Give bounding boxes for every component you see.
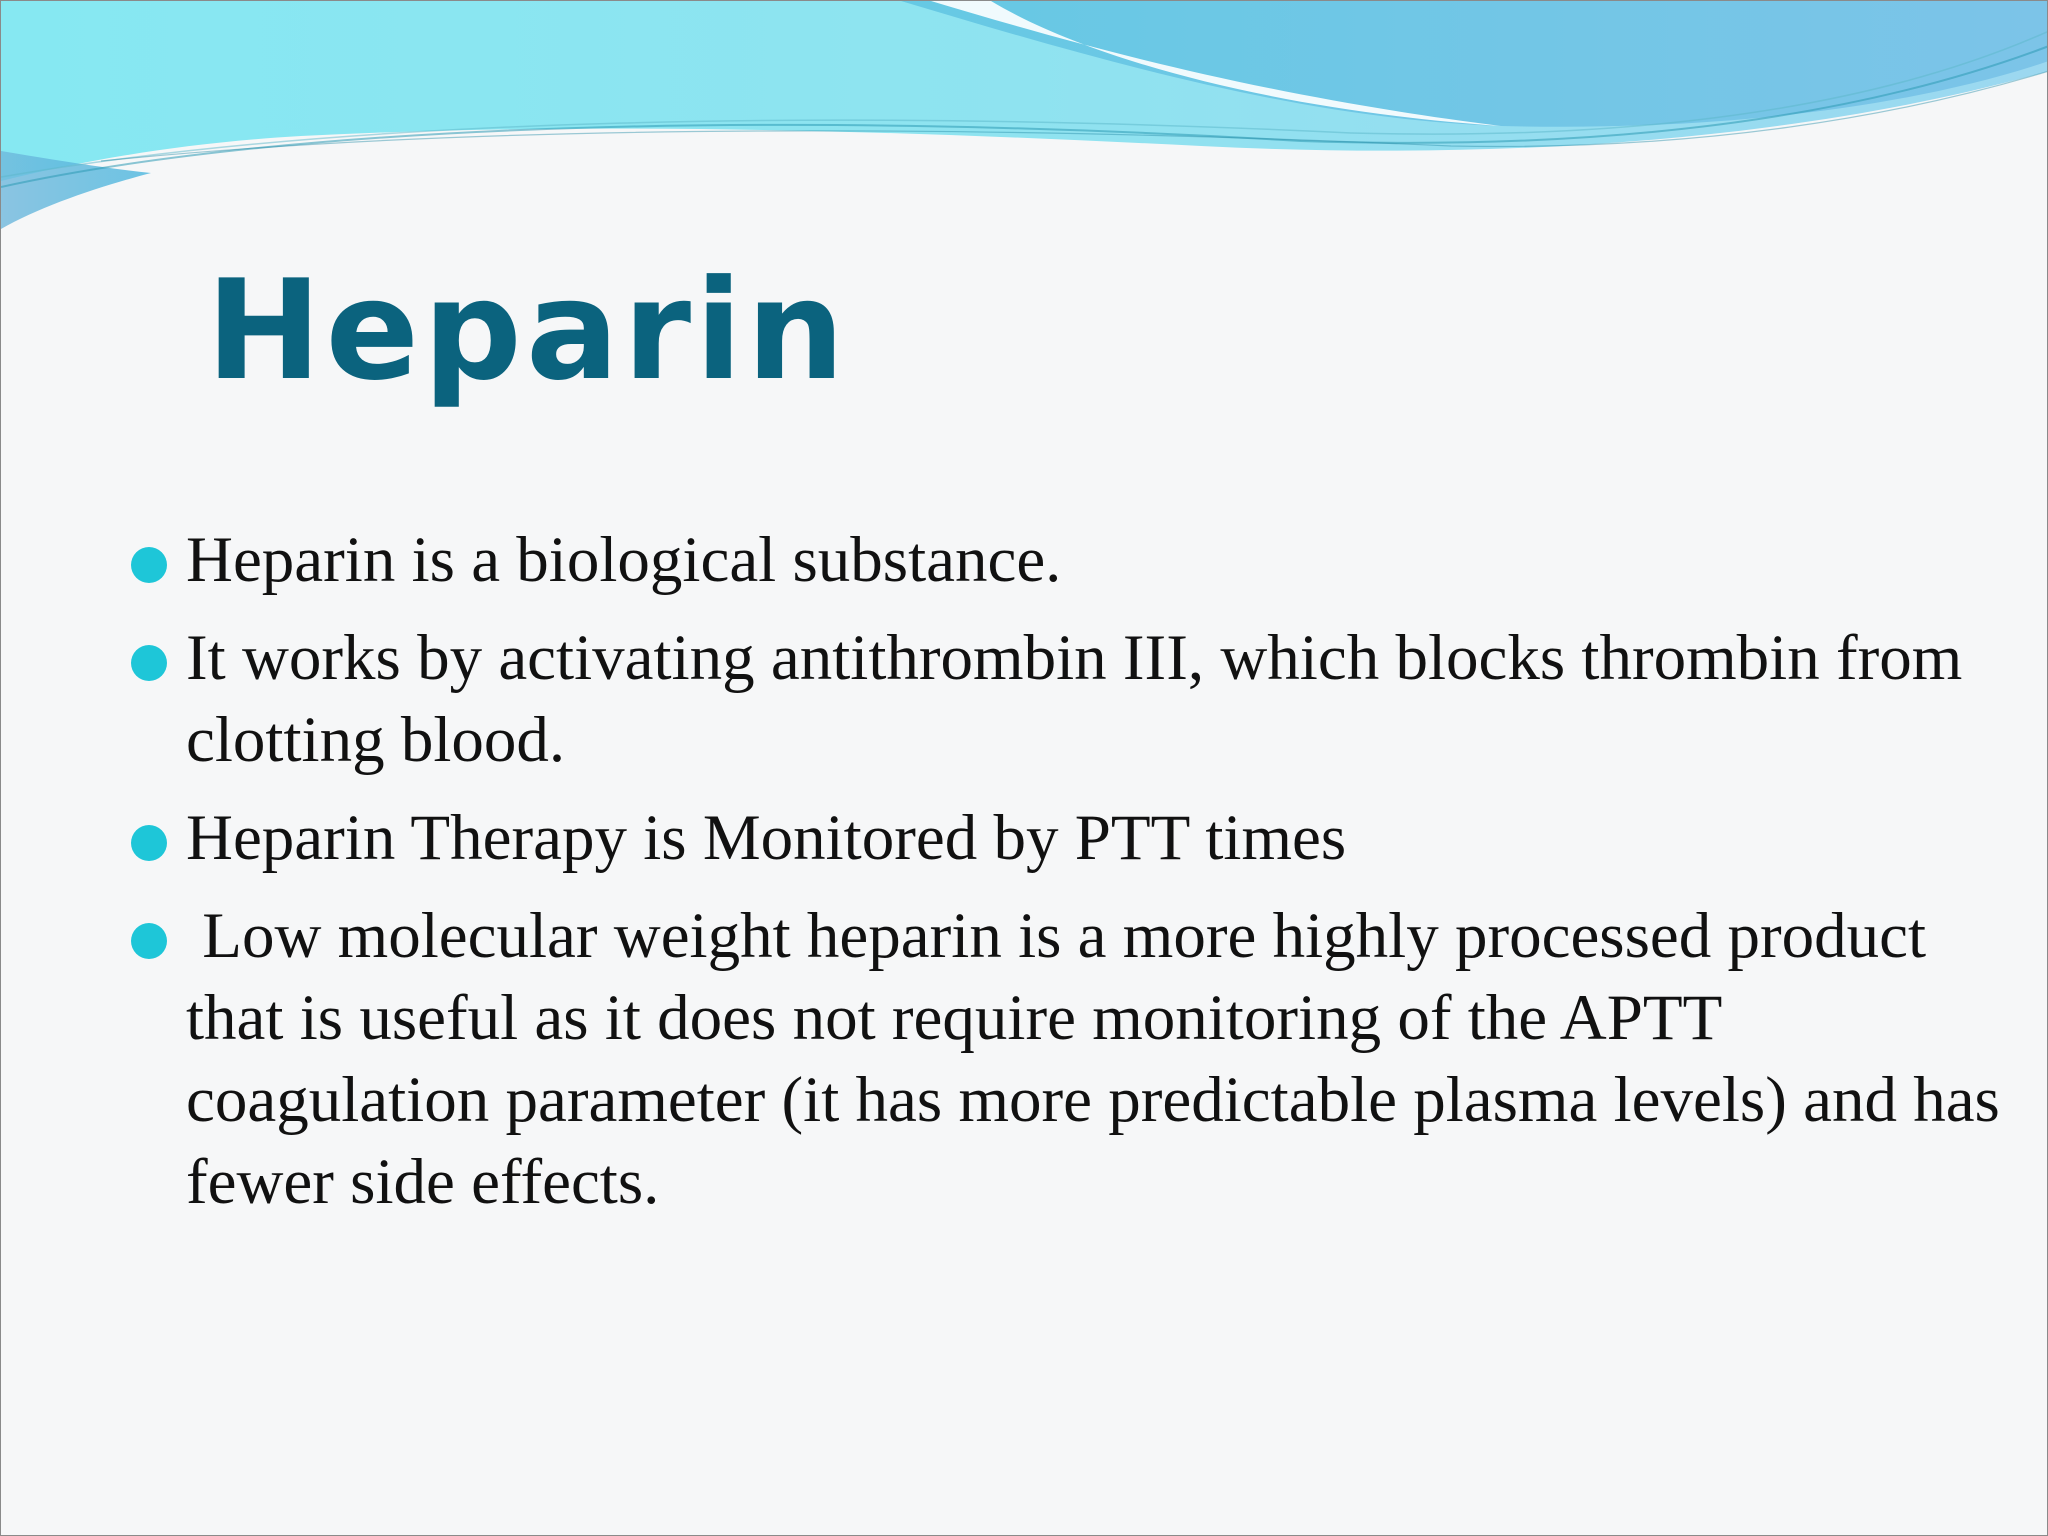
bullet-list <box>129 519 2017 1239</box>
header-wave-decoration <box>1 1 2048 241</box>
bullet-dot-icon <box>131 825 167 861</box>
bullet-item <box>129 797 2009 879</box>
bullet-text: It works by activating antithrombin III, which blocks thrombin from clotting blood. <box>186 622 1979 776</box>
bullet-item <box>129 617 2009 781</box>
bullet-dot-icon <box>131 547 167 583</box>
bullet-item <box>129 895 2017 1223</box>
bullet-text: Heparin Therapy is Monitored by PTT times <box>186 802 1347 874</box>
bullet-item <box>129 519 2009 601</box>
bullet-dot-icon <box>131 645 167 681</box>
bullet-text: Low molecular weight heparin is a more highly processed product that is useful as it does not require monitoring of the APTT coagulation parameter (it has more predictable plasma levels) and has fewer side effects. <box>186 900 2017 1218</box>
bullet-dot-icon <box>131 923 167 959</box>
bullet-text: Heparin is a biological substance. <box>186 524 1062 596</box>
slide-title: Heparin <box>206 250 849 411</box>
